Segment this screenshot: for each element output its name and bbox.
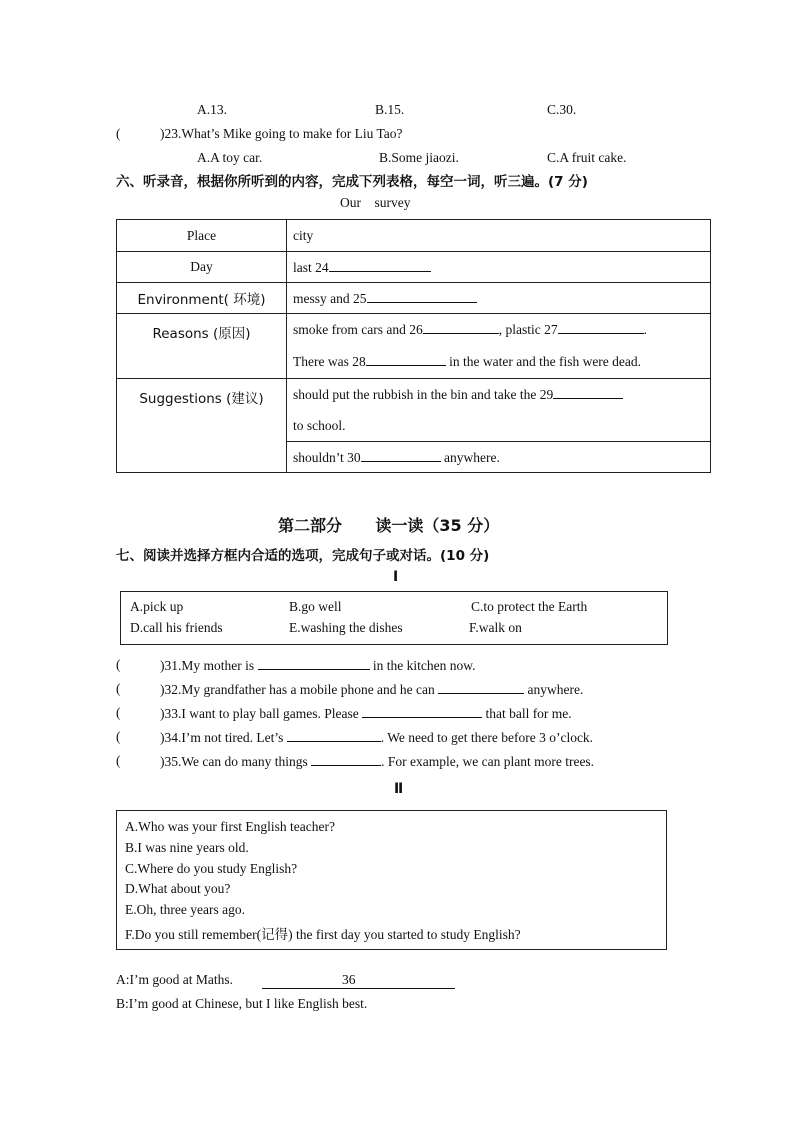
blank-30[interactable] xyxy=(361,449,441,462)
dialog-line-b: B:I’m good at Chinese, but I like English best. xyxy=(116,996,368,1011)
question-text: )35.We can do many things xyxy=(160,754,312,769)
question-text: in the kitchen now. xyxy=(369,658,476,673)
question-text: )33.I want to play ball games. Please xyxy=(160,706,363,721)
question-text: )23.What’s Mike going to make for Liu Tao? xyxy=(160,126,403,141)
blank-number: 36 xyxy=(342,972,356,987)
sugg-text-b: to school. xyxy=(293,418,346,433)
box2-option-e: E.Oh, three years ago. xyxy=(125,902,245,917)
box2-option-b: B.I was nine years old. xyxy=(125,840,249,855)
box-option-d: D.call his friends xyxy=(130,620,223,635)
reasons-label: Reasons (原因) xyxy=(117,314,287,379)
blank-25[interactable] xyxy=(367,290,477,303)
day-value: last 24 xyxy=(293,259,329,275)
reasons-text-c: . xyxy=(643,322,647,337)
reasons-cell xyxy=(287,314,711,379)
suggestions-cell-2 xyxy=(287,442,711,473)
blank-27[interactable] xyxy=(558,321,644,334)
blank-36[interactable] xyxy=(262,972,455,989)
question-text: anywhere. xyxy=(524,682,584,697)
option-c: C.A fruit cake. xyxy=(547,150,627,165)
box2-option-c: C.Where do you study English? xyxy=(125,861,298,876)
dialog-options-box xyxy=(116,810,667,950)
day-cell xyxy=(287,252,711,283)
survey-table xyxy=(116,219,711,473)
option-b: B.15. xyxy=(375,102,405,117)
blank-34[interactable] xyxy=(287,729,381,742)
question-31 xyxy=(160,657,475,674)
box-option-c: C.to protect the Earth xyxy=(471,599,588,614)
box-option-f: F.walk on xyxy=(469,620,522,635)
day-label: Day xyxy=(117,252,287,283)
question-32 xyxy=(160,681,583,698)
question-text: . For example, we can plant more trees. xyxy=(381,754,595,769)
env-cell xyxy=(287,283,711,314)
question-text: )32.My grandfather has a mobile phone and he can xyxy=(160,682,439,697)
blank-33[interactable] xyxy=(362,705,482,718)
blank-35[interactable] xyxy=(311,753,381,766)
options-box xyxy=(120,591,668,645)
answer-paren: ( xyxy=(116,681,121,696)
roman-numeral-1: I xyxy=(393,569,399,585)
answer-paren: ( xyxy=(116,705,121,720)
blank-24[interactable] xyxy=(329,259,431,272)
box-option-a: A.pick up xyxy=(130,599,184,614)
blank-28[interactable] xyxy=(366,353,446,366)
box-option-e: E.washing the dishes xyxy=(289,620,403,635)
question-text: that ball for me. xyxy=(482,706,572,721)
blank-26[interactable] xyxy=(423,321,499,334)
answer-paren: ( xyxy=(116,729,121,744)
box2-option-f: F.Do you still remember(记得) the first day you started to study English? xyxy=(125,927,521,942)
box2-option-a: A.Who was your first English teacher? xyxy=(125,819,335,834)
blank-32[interactable] xyxy=(438,681,524,694)
question-35 xyxy=(160,753,594,770)
question-text: . We need to get there before 3 o’clock. xyxy=(380,730,594,745)
sugg-text-c: shouldn’t 30 xyxy=(293,449,361,465)
place-value: city xyxy=(287,220,711,252)
reasons-text-d: There was 28 xyxy=(293,354,366,369)
answer-paren: ( xyxy=(116,753,121,768)
env-value: messy and 25 xyxy=(293,290,367,306)
reasons-text-a: smoke from cars and 26 xyxy=(293,322,423,337)
section-heading: 六、听录音，根据你所听到的内容，完成下列表格，每空一词，听三遍。(7 分) xyxy=(116,174,588,190)
question-34 xyxy=(160,729,593,746)
dialog-line-a: A:I’m good at Maths. xyxy=(116,972,233,987)
option-b: B.Some jiaozi. xyxy=(379,150,459,165)
option-c: C.30. xyxy=(547,102,577,117)
option-a: A.A toy car. xyxy=(197,150,263,165)
section-heading: 七、阅读并选择方框内合适的选项，完成句子或对话。(10 分) xyxy=(116,548,490,564)
reasons-text-b: , plastic 27 xyxy=(498,322,558,337)
box2-option-d: D.What about you? xyxy=(125,881,231,896)
box-option-b: B.go well xyxy=(289,599,342,614)
roman-numeral-2: Ⅱ xyxy=(394,781,404,797)
reasons-text-e: in the water and the fish were dead. xyxy=(445,354,642,369)
suggestions-label: Suggestions (建议) xyxy=(117,379,287,473)
answer-paren: ( xyxy=(116,657,121,672)
option-a: A.13. xyxy=(197,102,227,117)
suggestions-cell-1 xyxy=(287,379,711,442)
sugg-text-d: anywhere. xyxy=(440,449,500,465)
blank-31[interactable] xyxy=(258,657,370,670)
blank-29[interactable] xyxy=(553,386,623,399)
question-33 xyxy=(160,705,572,722)
answer-paren: ( xyxy=(116,126,121,141)
sugg-text-a: should put the rubbish in the bin and take the 29 xyxy=(293,387,554,402)
table-title: Our survey xyxy=(340,195,411,210)
question-text: )34.I’m not tired. Let’s xyxy=(160,730,287,745)
place-label: Place xyxy=(117,220,287,252)
env-label: Environment( 环境) xyxy=(117,283,287,314)
part-heading: 第二部分 读一读（35 分） xyxy=(278,516,500,535)
question-text: )31.My mother is xyxy=(160,658,258,673)
